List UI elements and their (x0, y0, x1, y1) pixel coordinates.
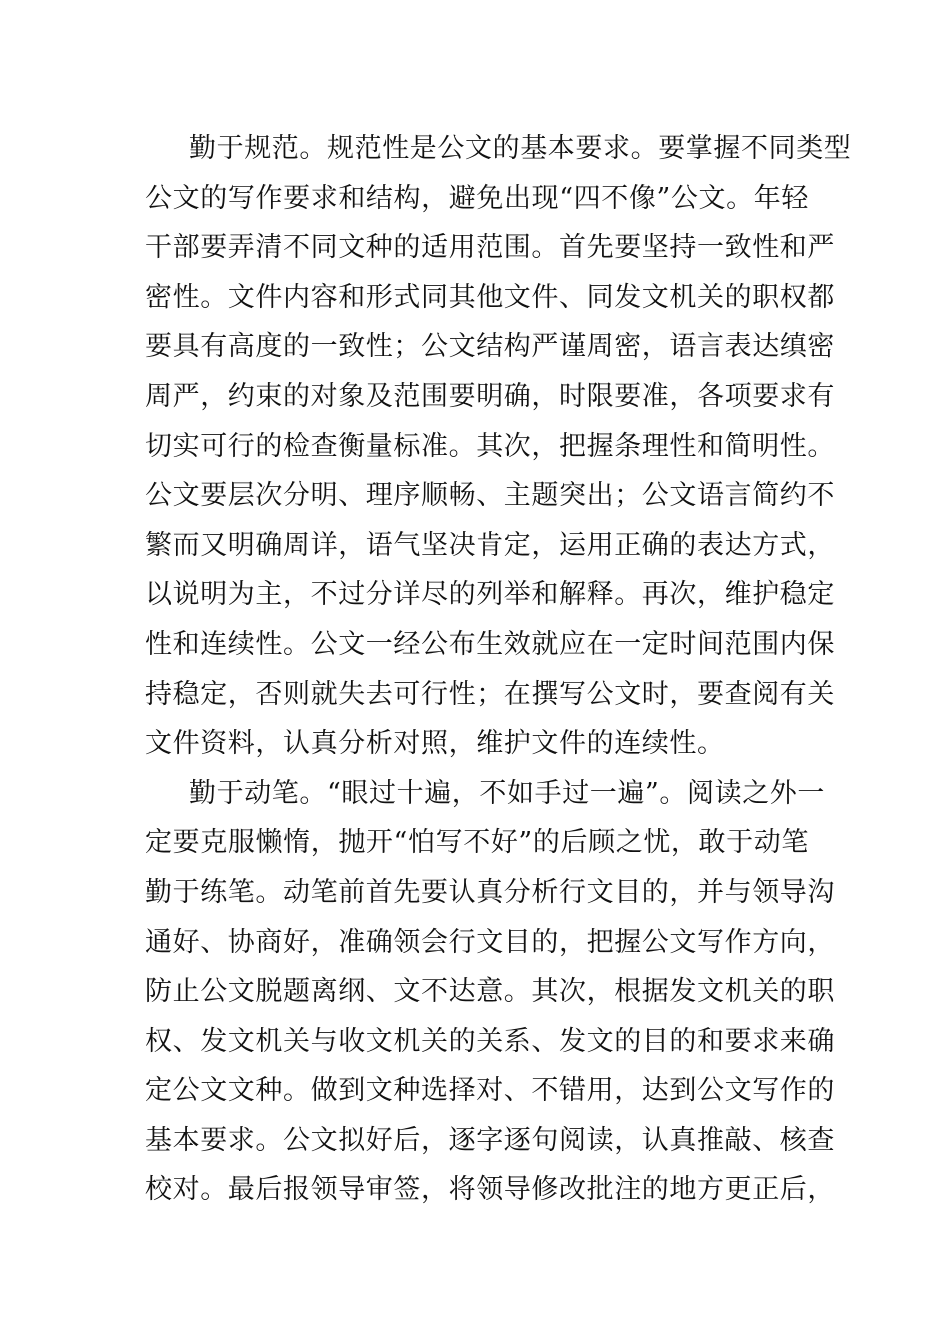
text-line: 周严，约束的对象及范围要明确，时限要准，各项要求有 (145, 380, 835, 412)
text-line: 文件资料，认真分析对照，维护文件的连续性。 (145, 728, 725, 760)
body-text (145, 124, 852, 1215)
text-line: 基本要求。公文拟好后，逐字逐句阅读，认真推敲、核查 (145, 1124, 835, 1156)
text-line: 公文的写作要求和结构，避免出现“四不像”公文。年轻 (145, 182, 809, 214)
text-line: 以说明为主，不过分详尽的列举和解释。再次，维护稳定 (145, 579, 835, 611)
text-line: 勤于动笔。“眼过十遍，不如手过一遍”。阅读之外一 (189, 777, 826, 809)
text-line: 通好、协商好，准确领会行文目的，把握公文写作方向， (145, 926, 835, 958)
text-line: 繁而又明确周详，语气坚决肯定，运用正确的表达方式， (145, 529, 835, 561)
paragraph-qinyu-guifan (145, 124, 852, 769)
text-line: 防止公文脱题离纲、文不达意。其次，根据发文机关的职 (145, 976, 835, 1008)
text-line: 干部要弄清不同文种的适用范围。首先要坚持一致性和严 (145, 232, 835, 264)
text-line: 勤于练笔。动笔前首先要认真分析行文目的，并与领导沟 (145, 876, 835, 908)
text-line: 要具有高度的一致性；公文结构严谨周密，语言表达缜密 (145, 331, 835, 363)
text-line: 持稳定，否则就失去可行性；在撰写公文时，要查阅有关 (145, 678, 835, 710)
text-line: 性和连续性。公文一经公布生效就应在一定时间范围内保 (145, 628, 835, 660)
text-line: 定要克服懒惰，抛开“怕写不好”的后顾之忧，敢于动笔 (145, 827, 809, 859)
text-line: 勤于规范。规范性是公文的基本要求。要掌握不同类型 (189, 133, 852, 164)
text-line: 切实可行的检查衡量标准。其次，把握条理性和简明性。 (145, 430, 835, 462)
paragraph-qinyu-dongbi (145, 769, 835, 1215)
text-line: 定公文文种。做到文种选择对、不错用，达到公文写作的 (145, 1075, 835, 1107)
text-line: 公文要层次分明、理序顺畅、主题突出；公文语言简约不 (145, 480, 835, 512)
text-line: 权、发文机关与收文机关的关系、发文的目的和要求来确 (145, 1025, 835, 1057)
text-line: 密性。文件内容和形式同其他文件、同发文机关的职权都 (145, 281, 835, 313)
text-line: 校对。最后报领导审签，将领导修改批注的地方更正后， (145, 1174, 835, 1206)
